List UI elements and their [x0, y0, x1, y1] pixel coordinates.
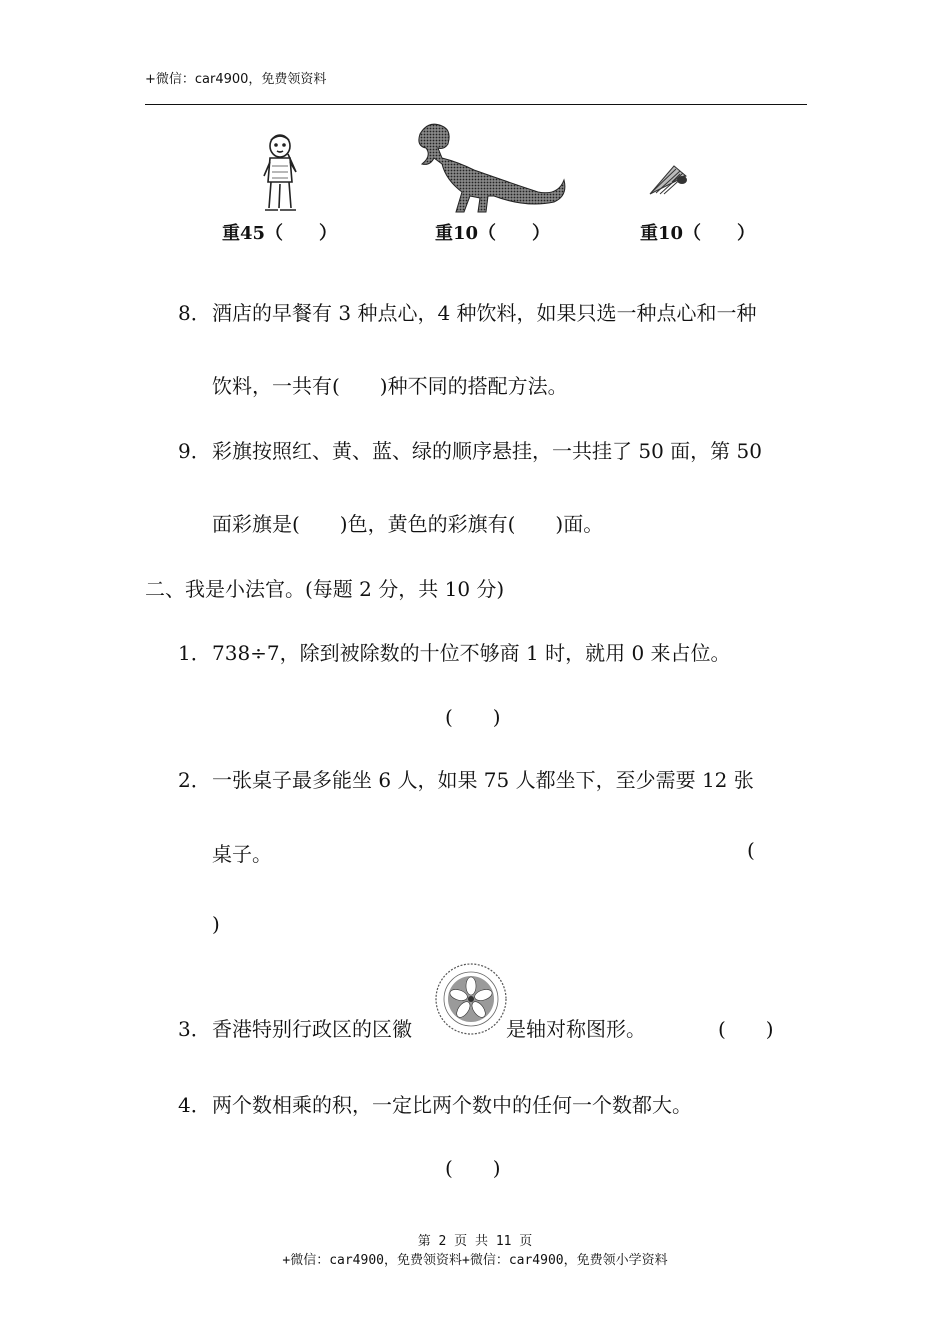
question-8-line2: 饮料，一共有( )种不同的搭配方法。	[212, 374, 568, 398]
judge-2-line2: 桌子。	[212, 842, 272, 866]
question-9-line1: 彩旗按照红、黄、蓝、绿的顺序悬挂，一共挂了 50 面，第 50	[212, 439, 762, 463]
boy-illustration	[258, 132, 304, 216]
question-8-line1: 酒店的早餐有 3 种点心，4 种饮料，如果只选一种点心和一种	[212, 301, 757, 325]
judge-3-answer: ( )	[718, 1017, 774, 1041]
judge-1-answer: ( )	[445, 705, 501, 729]
judge-2-paren-open: (	[747, 838, 755, 862]
judge-1-text: 738÷7，除到被除数的十位不够商 1 时，就用 0 来占位。	[212, 641, 731, 665]
footer-contact: +微信：car4900，免费领资料+微信：car4900，免费领小学资料	[282, 1253, 668, 1268]
caption-boy-weight: 重45（ ）	[222, 223, 338, 244]
judge-2-number: 2．	[178, 768, 211, 792]
caption-shuttlecock-weight: 重10（ ）	[640, 223, 756, 244]
question-9-number: 9．	[178, 439, 211, 463]
judge-3-text-after: 是轴对称图形。	[506, 1017, 646, 1041]
dinosaur-illustration	[408, 118, 572, 214]
judge-4-text: 两个数相乘的积，一定比两个数中的任何一个数都大。	[212, 1093, 692, 1117]
section-2-title: 二、我是小法官。(每题 2 分，共 10 分)	[145, 577, 505, 601]
shuttlecock-illustration	[644, 160, 690, 200]
header-divider	[145, 104, 807, 105]
judge-2-line1: 一张桌子最多能坐 6 人，如果 75 人都坐下，至少需要 12 张	[212, 768, 754, 792]
header-text: +微信：car4900，免费领资料	[145, 72, 327, 87]
question-8-number: 8．	[178, 301, 211, 325]
footer-page-number: 第 2 页 共 11 页	[417, 1234, 533, 1249]
judge-4-number: 4．	[178, 1093, 211, 1117]
caption-dinosaur-weight: 重10（ ）	[435, 223, 551, 244]
hong-kong-emblem-icon	[434, 962, 508, 1036]
judge-3-number: 3．	[178, 1017, 211, 1041]
judge-4-answer: ( )	[445, 1156, 501, 1180]
judge-1-number: 1．	[178, 641, 211, 665]
question-9-line2: 面彩旗是( )色，黄色的彩旗有( )面。	[212, 512, 604, 536]
judge-2-paren-close: )	[212, 912, 220, 936]
judge-3-text-before: 香港特别行政区的区徽	[212, 1017, 412, 1041]
